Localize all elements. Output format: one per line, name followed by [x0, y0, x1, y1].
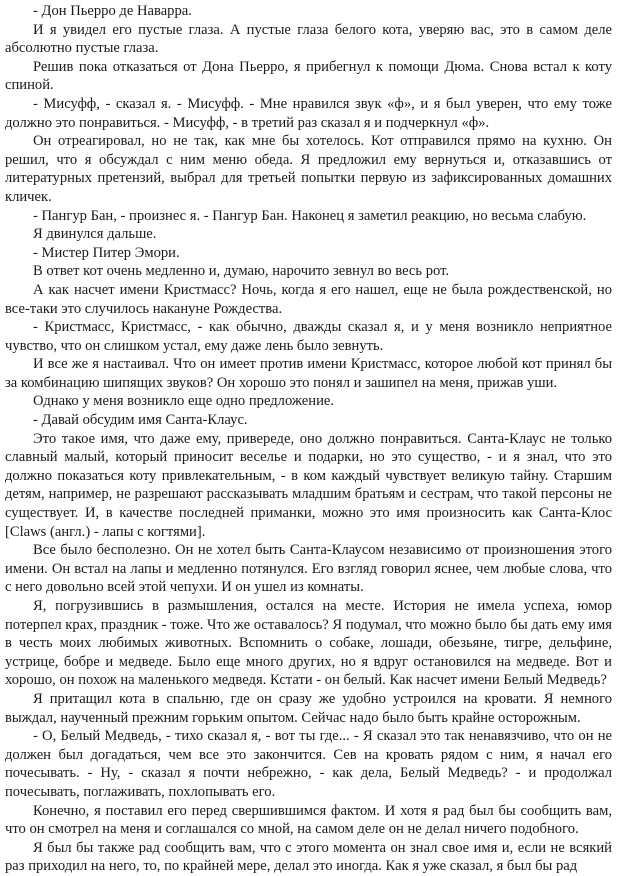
- paragraph: Я притащил кота в спальню, где он сразу же удобно устроился на кровати. Я немного выждал, наученный прежним горьким опытом. Сейчас надо было быть крайне осторожным.: [5, 690, 612, 726]
- paragraph: - Кристмасс, Кристмасс, - как обычно, дважды сказал я, и у меня возникло неприятное чувство, что он слишком устал, ему даже лень было зевнуть.: [5, 319, 612, 354]
- paragraph: Все было бесполезно. Он не хотел быть Санта-Клаусом независимо от произношения этого имени. Он встал на лапы и медленно потянулся. Его взгляд говорил яснее, чем любые слова, что с него довольно всей этой чепухи. И он ушел из комнаты.: [5, 542, 612, 596]
- paragraph: Это такое имя, что даже ему, привереде, оно должно понравиться. Санта-Клаус не только славный малый, который приносит веселье и подарки, но это существо, - и я знал, что это должно показаться коту привлекательным, - в ком каждый чувствует великую тайну. Старшим детям, например, не разрешают рассказывать младшим братьям и сестрам, что такой персоны не существует. И, в качестве последней приманки, можно это имя произносить как Санта-Клос [Claws (англ.) - лапы с когтями].: [5, 430, 612, 540]
- paragraph: Конечно, я поставил его перед свершившимся фактом. И хотя я рад был бы сообщить вам, что он смотрел на меня и соглашался со мной, на самом деле он не делал ничего подобного.: [5, 802, 612, 838]
- paragraph: - Давай обсудим имя Санта-Клаус.: [33, 412, 248, 429]
- paragraph: Я, погрузившись в размышления, остался на месте. История не имела успеха, юмор потерпел крах, праздник - тоже. Что же оставалось? Я подумал, что можно было бы дать ему имя в честь моих любимых животных. Вспомнить о собаке, лошади, обезьяне, тигре, дельфине, устрице, бобре и медведе. Было еще много других, но я вдруг остановился на медведе. Вот и хорошо, он похож на маленького медведя. Кстати - он белый. Как насчет имени Белый Медведь?: [5, 598, 612, 689]
- paragraph: - Дон Пьерро де Наварра.: [33, 3, 192, 19]
- paragraph: Я двинулся дальше.: [33, 226, 157, 243]
- paragraph: А как насчет имени Кристмасс? Ночь, когда я его нашел, еще не была рождественской, но все-таки это случилось накануне Рождества.: [5, 281, 612, 317]
- paragraph: Решив пока отказаться от Дона Пьерро, я прибегнул к помощи Дюма. Снова встал к коту спиной.: [5, 58, 612, 94]
- paragraph: И все же я настаивал. Что он имеет против имени Кристмасс, которое любой кот принял бы за комбинацию шипящих звуков? Он хорошо это понял и зашипел на меня, прижав уши.: [5, 356, 612, 391]
- paragraph: В ответ кот очень медленно и, думаю, нарочито зевнул во весь рот.: [33, 263, 450, 280]
- paragraph: - О, Белый Медведь, - тихо сказал я, - вот ты где... - Я сказал это так ненавязчиво, что он не должен был догадаться, чем все это закончится. Сев на кровать рядом с ним, я начал его почесывать. - Ну, - сказал я почти небрежно, - как дела, Белый Медведь? - и продолжал почесывать, поглаживать, похлопывать его.: [5, 728, 612, 800]
- paragraph: Однако у меня возникло еще одно предложение.: [33, 393, 335, 410]
- paragraph: И я увидел его пустые глаза. А пустые глаза белого кота, уверяю вас, это в самом деле абсолютно пустые глаза.: [5, 21, 612, 57]
- paragraph: Он отреагировал, но не так, как мне бы хотелось. Кот отправился прямо на кухню. Он решил, что я обсуждал с ним меню обеда. Я предложил ему вернуться и, отказавшись от литературных претензий, выбрал для третьей попытки первую из зафиксированных домашних кличек.: [5, 133, 612, 205]
- paragraph: - Мистер Питер Эмори.: [33, 244, 180, 261]
- paragraph: Я был бы также рад сообщить вам, что с этого момента он знал свое имя и, если не всякий раз приходил на него, то, по крайней мере, делал это иногда. Как я уже сказал, я был бы рад: [5, 839, 612, 875]
- paragraph: - Мисуфф, - сказал я. - Мисуфф. - Мне нравился звук «ф», и я был уверен, что ему тоже должно это понравиться. - Мисуфф, - в третий раз сказал я и подчеркнул «ф».: [5, 95, 612, 131]
- paragraph: - Пангур Бан, - произнес я. - Пангур Бан. Наконец я заметил реакцию, но весьма слабую.: [33, 207, 587, 224]
